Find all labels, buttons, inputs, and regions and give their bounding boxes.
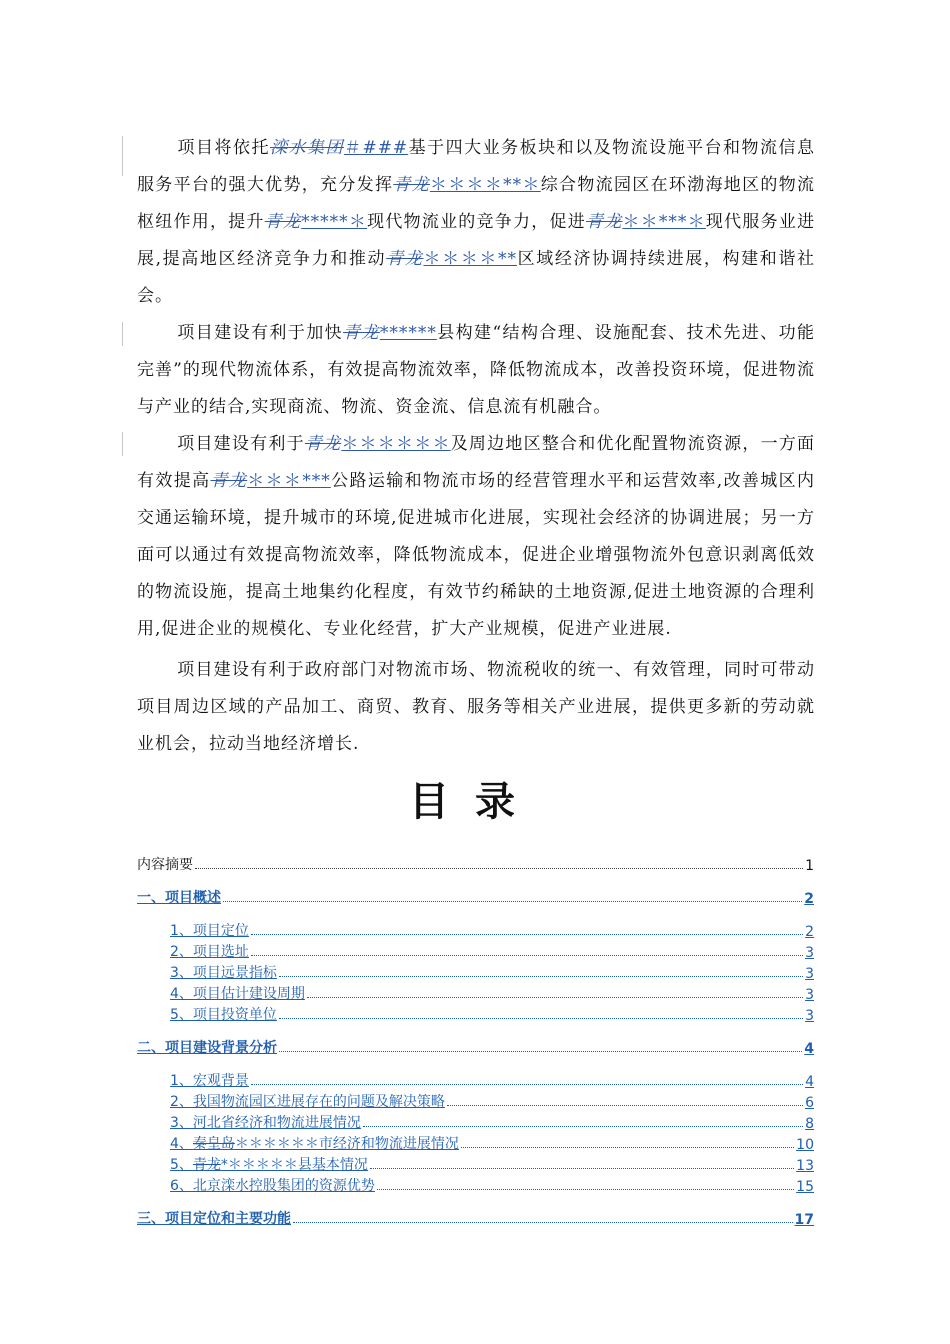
text-run: 公路运输和物流市场的经营管理水平和运营效率,改善城区内交通运输环境，提升城市的环境,促进城市化进展，实现社会经济的协调进展；另一方面可以通过有效提高物流效率，降低物流成本，促进企业增强物流外包意识剥离低效的物流设施，提高土地集约化程度，有效节约稀缺的土地资源,促进土地资源的合理利用,促进企业的规模化、专业化经营，扩大产业规模，促进产业进展. [137,471,816,639]
revision-bar [122,322,123,346]
toc-page-number: 8 [805,1116,814,1132]
toc-entry-label: 1、项目定位 [170,923,249,939]
text-run: 项目建设有利于政府部门对物流市场、物流税收的统一、有效管理，同时可带动项目周边区域的产品加工、商贸、教育、服务等相关产业进展，提供更多新的劳动就业机会，拉动当地经济增长. [137,660,815,754]
toc-entry-label [170,1133,459,1153]
paragraph-3 [137,426,815,648]
toc-entry-2-2[interactable] [137,1090,814,1111]
toc-entry-label: 6、北京滦水控股集团的资源优势 [170,1178,375,1194]
toc-entry-label: 2、我国物流园区进展存在的问题及解决策略 [170,1094,445,1110]
toc-label-rest: 县基本情况 [297,1157,368,1173]
toc-entry-label: 内容摘要 [137,857,193,873]
toc-leader [223,901,802,902]
inserted-text: ＃### [343,138,409,158]
toc-page-number: 2 [805,924,814,940]
deleted-text: 青龙 [210,471,248,491]
toc-page-number: 10 [796,1137,814,1153]
toc-page-number: 4 [805,1074,814,1090]
revision-bar [122,136,123,176]
toc-leader [279,976,803,977]
table-of-contents [137,853,814,1228]
text-run: 及周边地区整合和优化配置物流资源，一方面有效提高 [137,434,816,491]
toc-entry-2-5[interactable] [137,1153,814,1174]
inserted-text: ＊＊＊＊** [423,249,517,269]
toc-leader [461,1147,794,1148]
text-run: 项目建设有利于加快 [177,323,344,343]
deleted-text: 青龙 [585,212,623,232]
toc-entry-chapter-3[interactable] [137,1207,814,1228]
toc-title: 目录 [409,779,541,825]
toc-entry-chapter-2[interactable] [137,1036,814,1057]
toc-entry-label: 1、宏观背景 [170,1073,249,1089]
toc-page-number: 2 [804,891,814,907]
text-run: 区域经济协调持续进展，构建和谐社会。 [137,249,816,306]
toc-leader [293,1222,793,1223]
deleted-text: 滦水集团 [269,138,344,158]
toc-leader [447,1105,803,1106]
toc-leader [370,1168,794,1169]
toc-entry-2-4[interactable] [137,1132,814,1153]
inserted-text: ****** [379,323,437,343]
toc-leader [363,1126,803,1127]
inserted-text: ＊＊＊*** [247,471,331,491]
text-run: 现代服务业进展,提高地区经济竞争力和推动 [137,212,816,269]
toc-entry-label: 4、项目估计建设周期 [170,986,305,1002]
toc-entry-2-6[interactable] [137,1174,814,1195]
text-run: 基于四大业务板块和以及物流设施平台和物流信息服务平台的强大优势，充分发挥 [137,138,816,195]
toc-entry-2-3[interactable] [137,1111,814,1132]
toc-page-number: 13 [796,1158,814,1174]
toc-entry-label [170,1154,368,1174]
toc-entry-summary[interactable] [137,853,814,874]
toc-leader [279,1051,802,1052]
inserted-text: ＊＊＊＊＊＊ [341,434,451,454]
toc-entry-1-1[interactable] [137,919,814,940]
toc-label-rest: 市经济和物流进展情况 [318,1136,459,1152]
toc-page-number: 3 [805,1008,814,1024]
toc-page-number: 17 [794,1212,814,1228]
toc-label-prefix: 4、 [170,1136,193,1152]
toc-label-prefix: 5、 [170,1157,193,1173]
revision-bar [122,432,123,456]
toc-page-number: 6 [805,1095,814,1111]
deleted-text: 青龙 [343,323,380,343]
inserted-text: ＊＊***＊ [622,212,706,232]
toc-entry-label: 5、项目投资单位 [170,1007,277,1023]
text-run: 县构建“结构合理、设施配套、技术先进、功能完善”的现代物流体系，有效提高物流效率，降低物流成本，改善投资环境，促进物流与产业的结合,实现商流、物流、资金流、信息流有机融合。 [137,323,815,417]
toc-entry-2-1[interactable] [137,1069,814,1090]
toc-entry-label: 2、项目选址 [170,944,249,960]
inserted-text: *＊＊＊＊＊ [220,1157,298,1173]
toc-leader [251,1084,803,1085]
toc-page-number: 3 [805,945,814,961]
deleted-text: 青龙 [192,1157,221,1173]
toc-entry-label: 3、项目远景指标 [170,965,277,981]
toc-leader [251,955,803,956]
toc-page-number: 3 [805,966,814,982]
paragraph-2 [137,315,815,426]
text-run: 项目建设有利于 [177,434,305,454]
text-run: 综合物流园区在环渤海地区的物流枢纽作用，提升 [137,175,816,232]
paragraph-1 [137,130,815,315]
toc-leader [377,1189,794,1190]
toc-leader [307,997,803,998]
deleted-text: 青龙 [386,249,424,269]
inserted-text: ＊＊＊＊**＊ [429,175,541,195]
toc-entry-1-4[interactable] [137,982,814,1003]
toc-page-number: 3 [805,987,814,1003]
inserted-text: ＊＊＊＊＊＊ [234,1136,319,1152]
toc-entry-label: 3、河北省经济和物流进展情况 [170,1115,361,1131]
deleted-text: 青龙 [264,212,302,232]
toc-page-number: 1 [805,858,814,874]
toc-entry-label: 一、项目概述 [137,890,221,906]
toc-entry-chapter-1[interactable] [137,886,814,907]
text-run: 现代物流业的竞争力，促进 [367,212,586,232]
toc-entry-label: 二、项目建设背景分析 [137,1040,277,1056]
deleted-text: 青龙 [393,175,430,195]
toc-entry-1-5[interactable] [137,1003,814,1024]
toc-entry-1-2[interactable] [137,940,814,961]
paragraph-4 [137,652,815,763]
toc-entry-label: 三、项目定位和主要功能 [137,1211,291,1227]
toc-leader [279,1018,803,1019]
deleted-text: 青龙 [304,434,342,454]
toc-page-number: 4 [804,1041,814,1057]
toc-leader [251,934,803,935]
text-run: 项目将依托 [177,138,270,158]
toc-leader [195,868,803,869]
toc-entry-1-3[interactable] [137,961,814,982]
inserted-text: *****＊ [301,212,368,232]
deleted-text: 秦皇岛 [192,1136,235,1152]
toc-page-number: 15 [796,1179,814,1195]
